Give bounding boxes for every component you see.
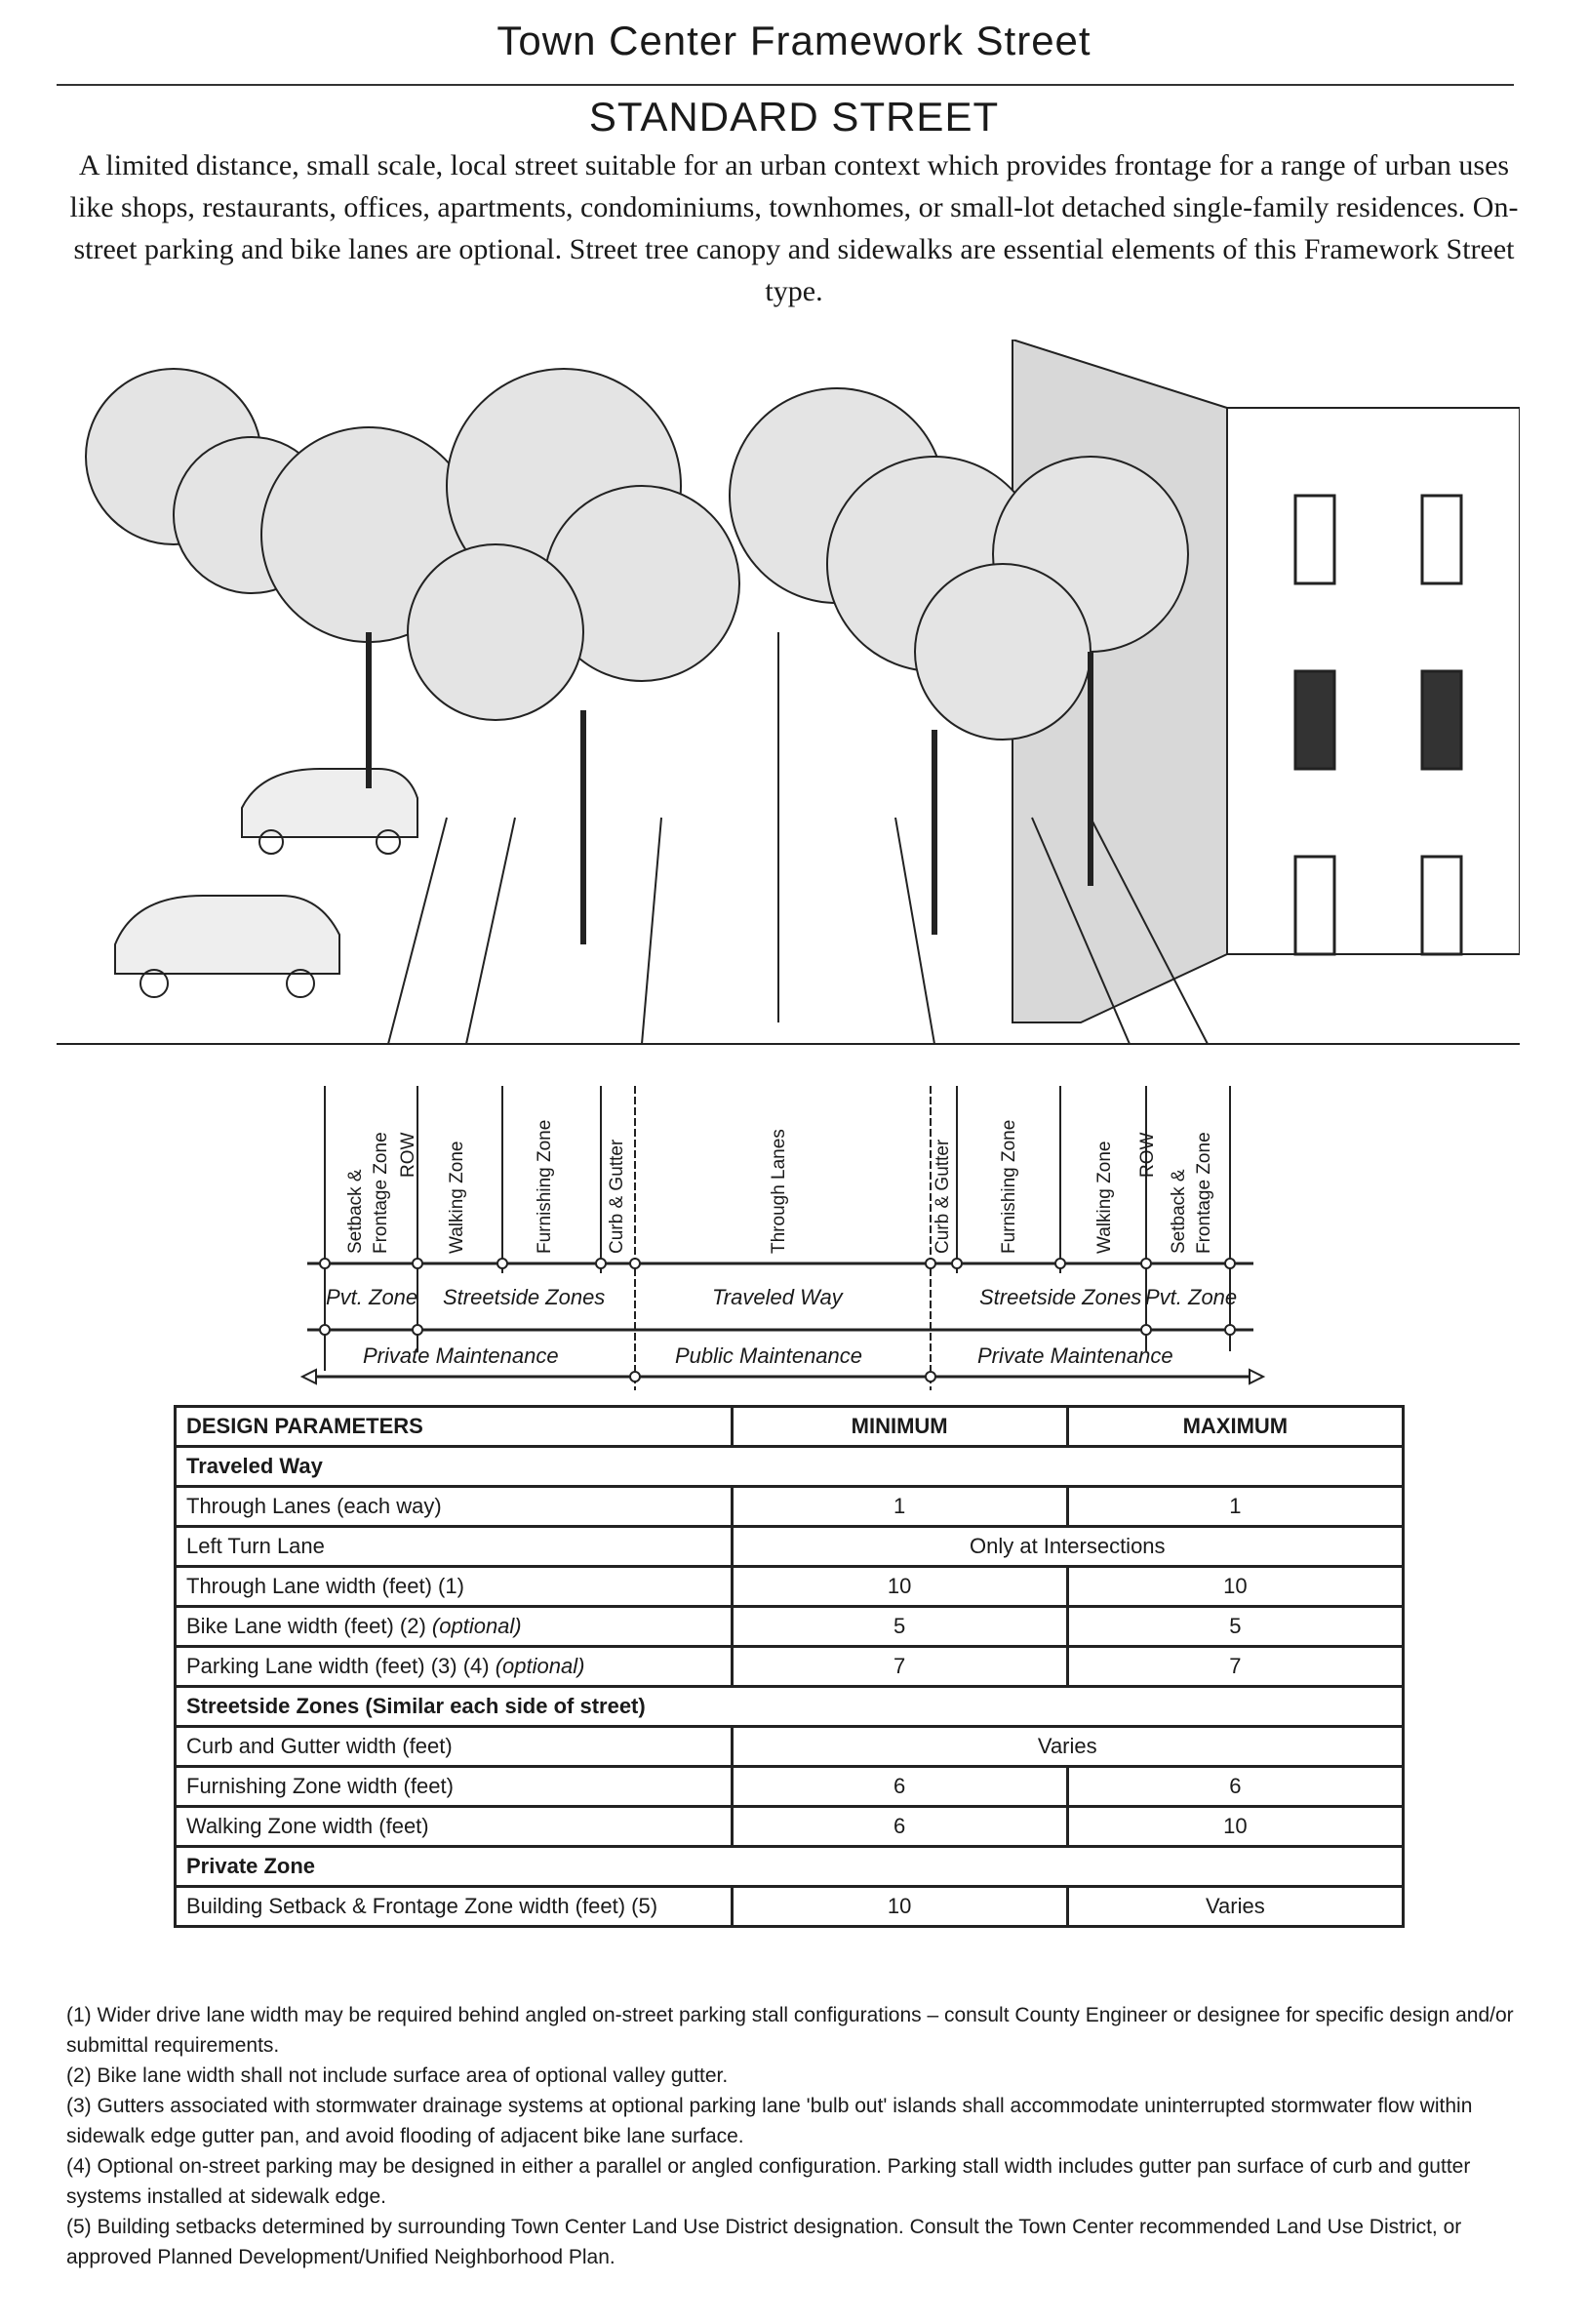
footnote: (2) Bike lane width shall not include surface area of optional valley gutter. xyxy=(66,2064,729,2087)
table-header-row xyxy=(176,1407,1404,1447)
maximum-cell: 10 xyxy=(1067,1807,1403,1847)
header-cell: MINIMUM xyxy=(732,1407,1067,1447)
street-section-diagram xyxy=(293,1078,1278,1390)
parameter-label xyxy=(176,1807,733,1847)
table-row xyxy=(176,1567,1404,1607)
value-cell: Only at Intersections xyxy=(732,1527,1403,1567)
table-row xyxy=(176,1727,1404,1767)
minimum-cell: 1 xyxy=(732,1487,1067,1527)
street-illustration xyxy=(57,340,1520,1062)
maintenance-label: Public Maintenance xyxy=(675,1343,863,1368)
column-label: Frontage Zone xyxy=(1194,1132,1214,1254)
parameter-label xyxy=(176,1527,733,1567)
value-cell: Varies xyxy=(732,1727,1403,1767)
section-label: Traveled Way xyxy=(176,1447,1404,1487)
zone-label: Pvt. Zone xyxy=(1145,1285,1238,1309)
section-row xyxy=(176,1687,1404,1727)
parameter-label xyxy=(176,1607,733,1647)
section-label: Private Zone xyxy=(176,1847,1404,1887)
zone-label: Streetside Zones xyxy=(979,1285,1142,1309)
parameter-text: Bike Lane width (feet) (2) xyxy=(186,1614,426,1638)
parameter-text: Building Setback & Frontage Zone width (feet) (5) xyxy=(186,1894,658,1918)
parameter-text: Through Lanes (each way) xyxy=(186,1494,442,1518)
column-label: Through Lanes xyxy=(769,1129,789,1254)
row-label: ROW xyxy=(1137,1132,1158,1178)
column-label: Walking Zone xyxy=(1094,1141,1115,1254)
maximum-cell: Varies xyxy=(1067,1887,1403,1927)
header-cell: DESIGN PARAMETERS xyxy=(176,1407,733,1447)
column-label: Setback & xyxy=(1169,1169,1189,1254)
minimum-cell: 5 xyxy=(732,1607,1067,1647)
section-row xyxy=(176,1847,1404,1887)
maximum-cell: 7 xyxy=(1067,1647,1403,1687)
footnote: (3) Gutters associated with stormwater drainage systems at optional parking lane 'bulb out' islands shall accommodate uninterrupted stormwater flow within sidewalk edge gutter pan, and avoid flooding of adjacent bike lane surface. xyxy=(66,2095,1473,2147)
column-label: Furnishing Zone xyxy=(535,1119,555,1254)
parameter-label xyxy=(176,1487,733,1527)
zone-label: Pvt. Zone xyxy=(326,1285,418,1309)
minimum-cell: 10 xyxy=(732,1887,1067,1927)
maximum-cell: 6 xyxy=(1067,1767,1403,1807)
row-label: ROW xyxy=(398,1132,418,1178)
column-label: Curb & Gutter xyxy=(607,1139,627,1254)
column-label: Curb & Gutter xyxy=(933,1139,953,1254)
document-title: Town Center Framework Street xyxy=(496,18,1092,63)
title-divider xyxy=(57,84,1514,86)
table-row xyxy=(176,1527,1404,1567)
zone-label: Streetside Zones xyxy=(443,1285,606,1309)
parameter-text: Left Turn Lane xyxy=(186,1534,325,1558)
footnote: (5) Building setbacks determined by surrounding Town Center Land Use District designation. Consult the Town Center recommended Land Use District, or approved Planned Development/Unified Neighborhood Plan. xyxy=(66,2216,1462,2268)
parameter-label xyxy=(176,1727,733,1767)
table-row xyxy=(176,1887,1404,1927)
optional-note: (optional) xyxy=(431,1614,522,1638)
maximum-cell: 5 xyxy=(1067,1607,1403,1647)
parameter-label xyxy=(176,1767,733,1807)
footnotes xyxy=(66,2000,1529,2272)
optional-note: (optional) xyxy=(495,1654,585,1678)
street-type-heading: STANDARD STREET xyxy=(588,94,1000,140)
parameter-text: Walking Zone width (feet) xyxy=(186,1814,429,1838)
table-row xyxy=(176,1647,1404,1687)
maintenance-label: Private Maintenance xyxy=(977,1343,1173,1368)
minimum-cell: 6 xyxy=(732,1767,1067,1807)
street-description: A limited distance, small scale, local street suitable for an urban context which provides frontage for a range of urban uses like shops, restaurants, offices, apartments, condominiums, townhomes, or small-lot detached single-family residences. On-street parking and bike lanes are optional. Street tree canopy and sidewalks are essential elements of this Framework Street type. xyxy=(69,149,1519,307)
section-row xyxy=(176,1447,1404,1487)
parameter-text: Furnishing Zone width (feet) xyxy=(186,1774,454,1798)
section-label: Streetside Zones (Similar each side of street) xyxy=(176,1687,1404,1727)
maintenance-label: Private Maintenance xyxy=(363,1343,559,1368)
column-label: Setback & xyxy=(345,1169,366,1254)
maximum-cell: 10 xyxy=(1067,1567,1403,1607)
maximum-cell: 1 xyxy=(1067,1487,1403,1527)
column-label: Walking Zone xyxy=(447,1141,467,1254)
minimum-cell: 7 xyxy=(732,1647,1067,1687)
parameter-text: Through Lane width (feet) (1) xyxy=(186,1574,464,1598)
parameter-text: Parking Lane width (feet) (3) (4) xyxy=(186,1654,490,1678)
parameter-label xyxy=(176,1567,733,1607)
header-cell: MAXIMUM xyxy=(1067,1407,1403,1447)
column-label: Furnishing Zone xyxy=(999,1119,1019,1254)
parameter-text: Curb and Gutter width (feet) xyxy=(186,1734,453,1758)
parameter-label xyxy=(176,1887,733,1927)
table-row xyxy=(176,1607,1404,1647)
column-label: Frontage Zone xyxy=(371,1132,391,1254)
table-row xyxy=(176,1767,1404,1807)
footnote: (4) Optional on-street parking may be designed in either a parallel or angled configuration. Parking stall width includes gutter pan surface of curb and gutter systems installed at sidewalk edge. xyxy=(66,2155,1471,2208)
table-row xyxy=(176,1487,1404,1527)
footnote: (1) Wider drive lane width may be required behind angled on-street parking stall configurations – consult County Engineer or designee for specific design and/or submittal requirements. xyxy=(66,2004,1514,2057)
zone-label: Traveled Way xyxy=(712,1285,843,1309)
minimum-cell: 6 xyxy=(732,1807,1067,1847)
parameter-label xyxy=(176,1647,733,1687)
design-parameters-table xyxy=(174,1405,1405,1928)
table-row xyxy=(176,1807,1404,1847)
minimum-cell: 10 xyxy=(732,1567,1067,1607)
